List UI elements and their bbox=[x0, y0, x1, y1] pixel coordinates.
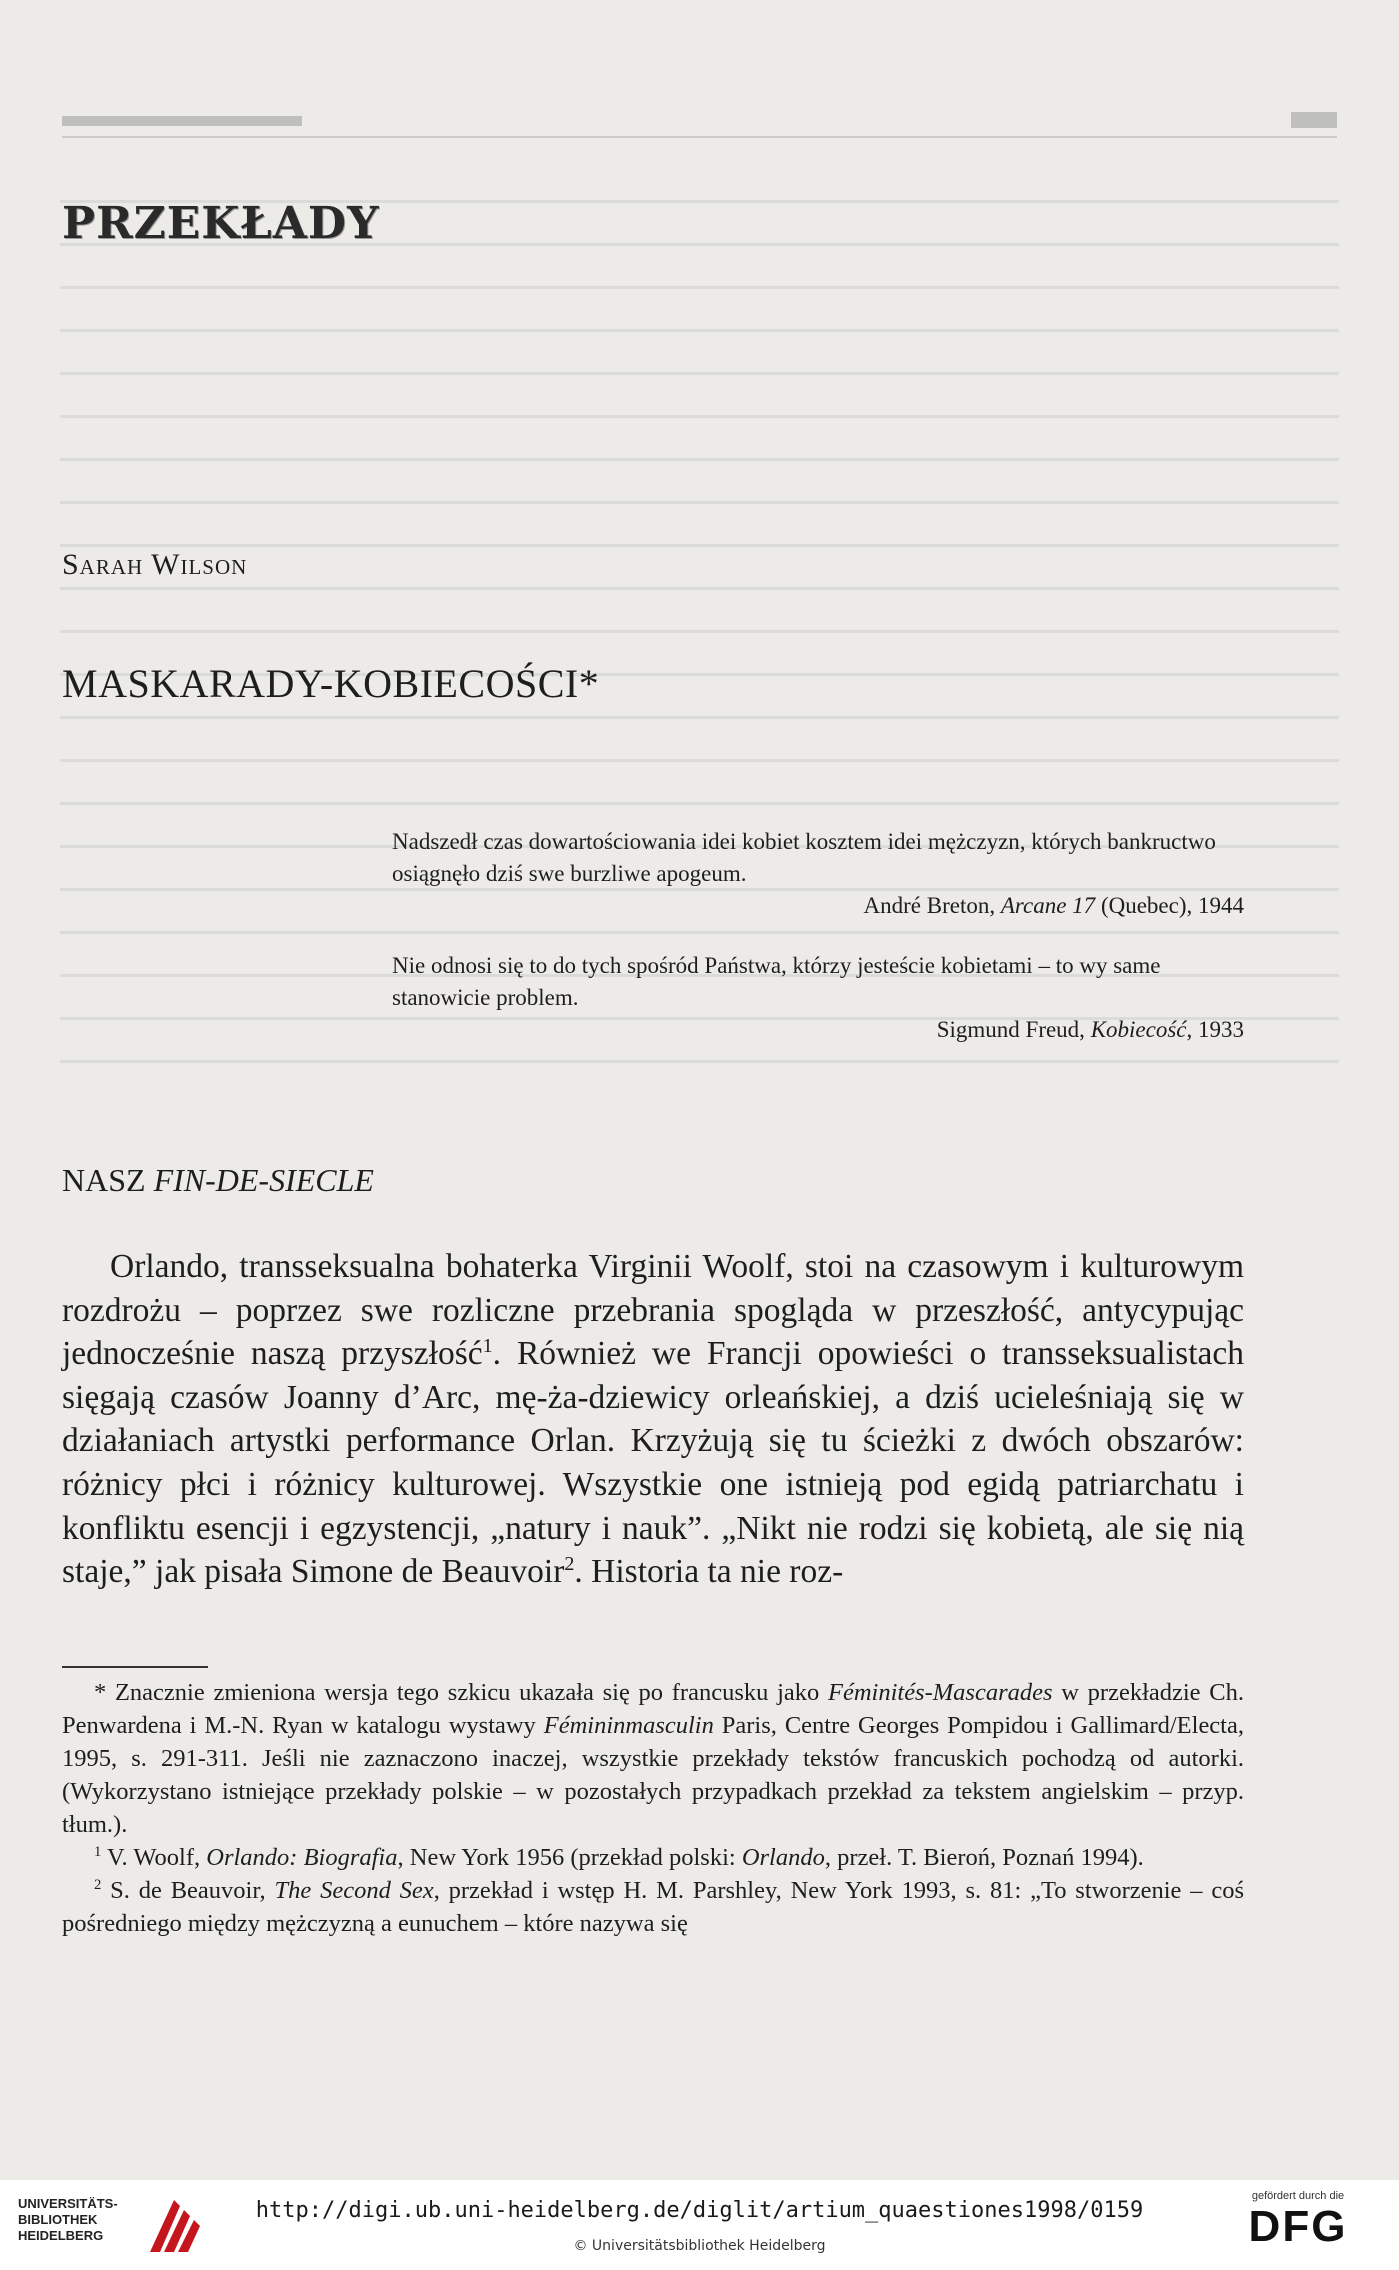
attribution-work: Arcane 17 bbox=[1000, 893, 1096, 918]
attribution-rest: (Quebec), 1944 bbox=[1095, 893, 1244, 918]
subheading bbox=[62, 1162, 374, 1199]
footnote-italic: The Second Sex bbox=[274, 1877, 434, 1904]
attribution-author: André Breton, bbox=[863, 893, 1001, 918]
running-head-rule bbox=[62, 136, 1337, 138]
epigraph-text: Nie odnosi się to do tych spośród Państwa, którzy jesteście kobietami – to wy same stanowicie problem. bbox=[392, 953, 1161, 1010]
copyright-notice: © Universitätsbibliothek Heidelberg bbox=[573, 2238, 826, 2254]
footnotes bbox=[62, 1676, 1244, 1940]
footnote-text: , New York 1956 (przekład polski: bbox=[397, 1844, 742, 1871]
dfg-wordmark: DFG bbox=[1248, 2202, 1348, 2251]
footnote-text: V. Woolf, bbox=[101, 1844, 207, 1871]
attribution-rest: , 1933 bbox=[1186, 1017, 1244, 1042]
dfg-caption: gefördert durch die bbox=[1251, 2190, 1345, 2202]
footnote-italic: Féminités-Mascarades bbox=[827, 1679, 1053, 1706]
epigraph-text: Nadszedł czas dowartościowania idei kobiet kosztem idei mężczyzn, których bankructwo osiągnęło dziś swe burzliwe apogeum. bbox=[392, 829, 1216, 886]
body-text-part: Orlando, transseksualna bohaterka Virginii Woolf, stoi na czasowym i kulturowym rozdrożu – poprzez swe rozliczne przebrania spogląda w przeszłość, antycypując jednocześnie naszą przyszłość bbox=[62, 1248, 1244, 1373]
body-text-part: . Historia ta nie roz- bbox=[574, 1553, 844, 1591]
footnote-mark: 2 bbox=[94, 1876, 102, 1893]
footnote-text: , przekład i wstęp H. M. Parshley, New York 1993, s. 81: „To stworzenie – coś pośredniego między mężczyzną a eunuchem – które nazywa się bbox=[62, 1877, 1245, 1937]
dfg-logo[interactable] bbox=[1223, 2190, 1373, 2262]
attribution-work: Kobiecość bbox=[1090, 1017, 1187, 1042]
footnote-text: Znacznie zmieniona wersja tego szkicu ukazała się po francusku jako bbox=[106, 1679, 828, 1706]
section-title: PRZEKŁADY bbox=[62, 198, 380, 249]
running-head-right bbox=[1291, 112, 1337, 128]
body-paragraph bbox=[62, 1245, 1244, 1594]
footnote-ref-1: 1 bbox=[482, 1335, 493, 1358]
footnote-mark: * bbox=[94, 1679, 107, 1706]
footnote-1 bbox=[62, 1841, 1244, 1874]
epigraph-attribution bbox=[392, 890, 1244, 922]
epigraph-attribution bbox=[392, 1014, 1244, 1046]
viewer-footer bbox=[0, 2180, 1399, 2270]
epigraph-freud bbox=[392, 950, 1244, 1046]
footnote-italic: Orlando bbox=[741, 1844, 825, 1871]
subheading-plain: NASZ bbox=[62, 1162, 154, 1198]
footnote-text: S. de Beauvoir, bbox=[101, 1877, 275, 1904]
running-head bbox=[62, 112, 1337, 136]
article-title: MASKARADY-KOBIECOŚCI* bbox=[62, 661, 600, 706]
footnote-text: w przekładzie Ch. Penwardena i M.-N. Ryan w katalogu wystawy bbox=[62, 1679, 1244, 1739]
footnote-italic: Orlando: Biografia bbox=[206, 1844, 398, 1871]
footnote-ref-2: 2 bbox=[564, 1553, 575, 1575]
footnote-mark: 1 bbox=[94, 1843, 102, 1860]
library-name-line: BIBLIOTHEK bbox=[18, 2212, 98, 2227]
footnote-text: Paris, Centre Georges Pompidou i Gallimard/Electa, 1995, s. 291-311. Jeśli nie zaznaczono inaczej, wszystkie przekłady tekstów francuskich pochodzą od autorki. (Wykorzystano istniejące przekłady polskie – w pozostałych przypadkach przekład za tekstem angielskim – przyp. tłum.). bbox=[62, 1712, 1244, 1838]
page-url-link[interactable]: http://digi.ub.uni-heidelberg.de/diglit/artium_quaestiones1998/0159 bbox=[255, 2198, 1144, 2223]
subheading-italic: FIN-DE-SIECLE bbox=[153, 1162, 374, 1198]
author-name: Sarah Wilson bbox=[62, 548, 248, 581]
attribution-author: Sigmund Freud, bbox=[936, 1017, 1091, 1042]
library-name-line: UNIVERSITÄTS- bbox=[18, 2196, 118, 2211]
footnote-2 bbox=[62, 1874, 1244, 1940]
footnote-rule bbox=[62, 1666, 208, 1668]
footnote-star bbox=[62, 1676, 1244, 1841]
library-name-line: HEIDELBERG bbox=[18, 2228, 104, 2243]
body-text-part: . Również we Francji opowieści o transseksualistach sięgają czasów Joanny d’Arc, mę-ża-dziewicy orleańskiej, a dziś ucieleśniają się w działaniach artystki performance Orlan. Krzyżują się tu ścieżki z dwóch obszarów: różnicy płci i różnicy kulturowej. Wszystkie one istnieją pod egidą patriarchatu i konfliktu esencji i egzystencji, „natury i nauk”. „Nikt nie rodzi się kobietą, ale się nią staje,” jak pisała Simone de Beauvoir bbox=[62, 1335, 1244, 1591]
epigraph-breton bbox=[392, 826, 1244, 922]
running-head-left bbox=[62, 116, 302, 126]
footnote-italic: Fémininmasculin bbox=[543, 1712, 714, 1739]
footnote-text: , przeł. T. Bieroń, Poznań 1994). bbox=[824, 1844, 1144, 1871]
